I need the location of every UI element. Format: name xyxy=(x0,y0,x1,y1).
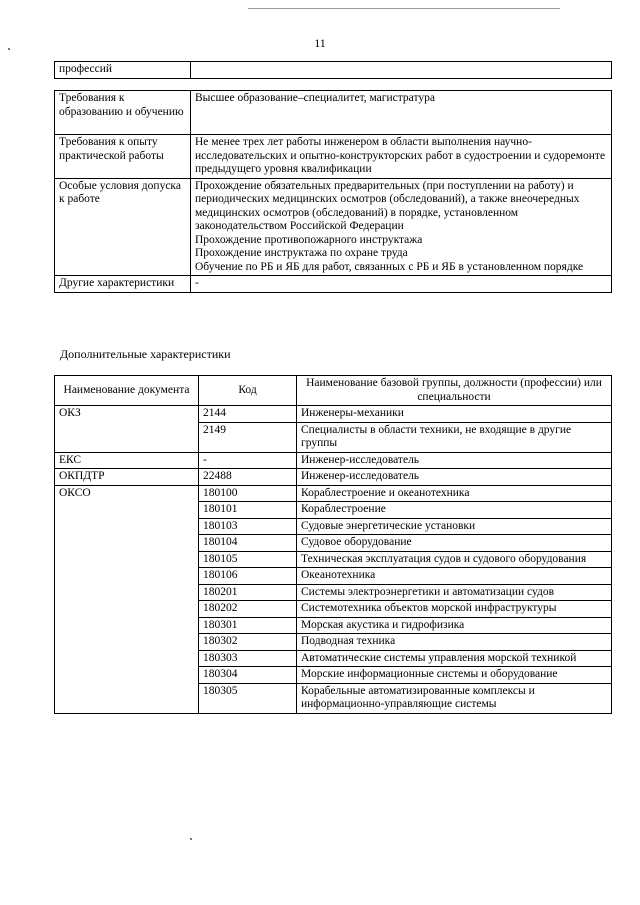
req-line: Не менее трех лет работы инженером в области выполнения научно-исследовательских и опытно-конструкторских работ в судостроении и судоремонте предыдущего уровня квалификации xyxy=(195,136,606,175)
doc-cell xyxy=(55,617,199,634)
page-number: 11 xyxy=(314,36,326,50)
table-row xyxy=(55,650,612,667)
doc-cell: ЕКС xyxy=(55,452,199,469)
req-label-conditions: Особые условия допуска к работе xyxy=(55,178,191,276)
header-name: Наименование базовой группы, должности (профессии) или специальности xyxy=(297,376,612,406)
table-row xyxy=(55,568,612,585)
code-cell: 180105 xyxy=(199,551,297,568)
name-cell: Специалисты в области техники, не входящие в другие группы xyxy=(297,422,612,452)
req-line: Обучение по РБ и ЯБ для работ, связанных с РБ и ЯБ в установленном порядке xyxy=(195,260,584,273)
code-cell: 180303 xyxy=(199,650,297,667)
table-row xyxy=(55,518,612,535)
code-cell: 180302 xyxy=(199,634,297,651)
name-cell: Корабельные автоматизированные комплексы и информационно-управляющие системы xyxy=(297,683,612,713)
req-line: Прохождение обязательных предварительных (при поступлении на работу) и периодических медицинских осмотров (обследований), а также внеочередных медицинских осмотров (обследований) в порядке, установленном законодательством Российской Федерации xyxy=(195,179,580,232)
req-label-education: Требования к образованию и обучению xyxy=(55,91,191,135)
code-cell: 2144 xyxy=(199,406,297,423)
name-cell: Инженеры-механики xyxy=(297,406,612,423)
name-cell: Системотехника объектов морской инфраструктуры xyxy=(297,601,612,618)
additional-table-body xyxy=(55,406,612,714)
table-row xyxy=(55,634,612,651)
code-cell: 2149 xyxy=(199,422,297,452)
table-row xyxy=(55,535,612,552)
additional-table xyxy=(54,375,612,714)
table-row xyxy=(55,617,612,634)
name-cell: Автоматические системы управления морской техникой xyxy=(297,650,612,667)
table-row xyxy=(55,452,612,469)
doc-cell xyxy=(55,518,199,535)
code-cell: 180201 xyxy=(199,584,297,601)
table-row xyxy=(55,584,612,601)
table-row xyxy=(55,178,612,276)
req-line: - xyxy=(195,277,199,289)
code-cell: 180301 xyxy=(199,617,297,634)
doc-cell xyxy=(55,650,199,667)
name-cell: Судовые энергетические установки xyxy=(297,518,612,535)
req-line: Прохождение противопожарного инструктажа xyxy=(195,233,423,246)
doc-cell xyxy=(55,667,199,684)
name-cell: Кораблестроение и океанотехника xyxy=(297,485,612,502)
code-cell: 180100 xyxy=(199,485,297,502)
table-header-row xyxy=(55,376,612,406)
code-cell: 180304 xyxy=(199,667,297,684)
code-cell: 22488 xyxy=(199,469,297,486)
table-row xyxy=(55,601,612,618)
doc-cell: ОКПДТР xyxy=(55,469,199,486)
req-value-experience xyxy=(191,135,612,179)
req-value-conditions xyxy=(191,178,612,276)
table-row xyxy=(55,683,612,713)
doc-cell: ОКЗ xyxy=(55,406,199,423)
table-row xyxy=(55,135,612,179)
req-line: Высшее образование–специалитет, магистратура xyxy=(195,92,435,104)
name-cell: Океанотехника xyxy=(297,568,612,585)
table-row xyxy=(55,667,612,684)
doc-cell xyxy=(55,683,199,713)
code-cell: 180103 xyxy=(199,518,297,535)
doc-cell xyxy=(55,634,199,651)
doc-cell xyxy=(55,601,199,618)
code-cell: 180106 xyxy=(199,568,297,585)
code-cell: 180104 xyxy=(199,535,297,552)
name-cell: Инженер-исследователь xyxy=(297,469,612,486)
table-row xyxy=(55,422,612,452)
name-cell: Инженер-исследователь xyxy=(297,452,612,469)
table-row xyxy=(55,551,612,568)
req-value-education xyxy=(191,91,612,135)
doc-cell xyxy=(55,568,199,585)
name-cell: Кораблестроение xyxy=(297,502,612,519)
name-cell: Подводная техника xyxy=(297,634,612,651)
fragment-table xyxy=(54,61,612,79)
table-row xyxy=(55,469,612,486)
header-code: Код xyxy=(199,376,297,406)
doc-cell xyxy=(55,584,199,601)
code-cell: 180202 xyxy=(199,601,297,618)
doc-cell xyxy=(55,551,199,568)
req-label-other: Другие характеристики xyxy=(55,276,191,293)
requirements-table xyxy=(54,90,612,293)
doc-cell: ОКСО xyxy=(55,485,199,502)
name-cell: Техническая эксплуатация судов и судового оборудования xyxy=(297,551,612,568)
req-value-other xyxy=(191,276,612,293)
table-row xyxy=(55,502,612,519)
scan-top-edge-line xyxy=(248,8,560,9)
code-cell: 180305 xyxy=(199,683,297,713)
fragment-label: профессий xyxy=(55,62,191,79)
req-line: Прохождение инструктажа по охране труда xyxy=(195,247,408,259)
table-row xyxy=(55,91,612,135)
fragment-value xyxy=(191,62,612,79)
doc-cell xyxy=(55,535,199,552)
section-title: Дополнительные характеристики xyxy=(60,347,231,361)
table-row xyxy=(55,485,612,502)
name-cell: Системы электроэнергетики и автоматизации судов xyxy=(297,584,612,601)
name-cell: Морская акустика и гидрофизика xyxy=(297,617,612,634)
code-cell: - xyxy=(199,452,297,469)
name-cell: Морские информационные системы и оборудование xyxy=(297,667,612,684)
doc-cell xyxy=(55,422,199,452)
name-cell: Судовое оборудование xyxy=(297,535,612,552)
scan-speck xyxy=(190,838,192,840)
doc-cell xyxy=(55,502,199,519)
code-cell: 180101 xyxy=(199,502,297,519)
table-row xyxy=(55,62,612,79)
header-document: Наименование документа xyxy=(55,376,199,406)
table-row xyxy=(55,276,612,293)
req-label-experience: Требования к опыту практической работы xyxy=(55,135,191,179)
table-row xyxy=(55,406,612,423)
